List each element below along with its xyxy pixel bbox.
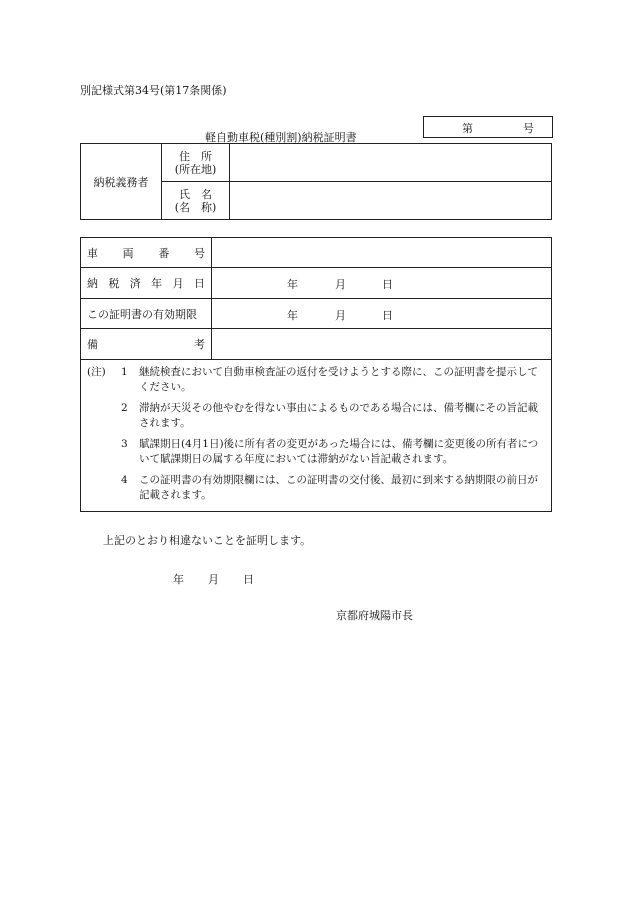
vehicle-number-label-cell <box>81 238 212 268</box>
note-number: 4 <box>121 474 128 486</box>
issue-month-unit: 月 <box>208 573 219 586</box>
day-unit: 日 <box>382 309 393 322</box>
certificate-table <box>80 237 552 512</box>
document-title: 軽自動車税(種別割)納税証明書 <box>205 131 357 144</box>
label-char: 番 <box>158 246 170 260</box>
label-char: 日 <box>193 277 205 290</box>
validity-label-cell <box>81 299 212 329</box>
note-item <box>87 401 539 431</box>
note-text: この証明書の有効期限欄には、この証明書の交付後、最初に到来する納期限の前日が記載されます。 <box>139 474 538 501</box>
note-number: 1 <box>121 366 128 378</box>
validity-value-cell[interactable] <box>212 299 552 329</box>
address-label-cell <box>162 144 230 182</box>
note-item <box>87 365 539 395</box>
paid-date-label-cell <box>81 268 212 299</box>
day-unit: 日 <box>382 278 393 291</box>
month-unit: 月 <box>335 309 346 322</box>
notes-prefix: (注) <box>87 366 106 378</box>
note-number: 3 <box>121 438 128 450</box>
note-number: 2 <box>121 402 128 414</box>
month-unit: 月 <box>335 278 346 291</box>
note-text: 賦課期日(4月1日)後に所有者の変更があった場合には、備考欄に変更後の所有者について賦課期日の属する年度においては滞納がない旨記載されます。 <box>139 438 539 465</box>
label-char: 納 <box>87 277 98 290</box>
label-char: 両 <box>122 246 134 260</box>
paid-date-value-cell[interactable] <box>212 268 552 299</box>
certificate-number-box <box>423 116 553 138</box>
label-char: 考 <box>194 338 205 351</box>
remarks-label-cell <box>81 329 212 360</box>
note-item <box>87 437 539 467</box>
label-char: 済 <box>129 277 141 290</box>
note-text: 滞納が天災その他やむを得ない事由によるものである場合には、備考欄にその旨記載されます。 <box>139 402 538 429</box>
issue-year-unit: 年 <box>173 573 184 586</box>
name-label-cell <box>162 182 230 220</box>
issue-day-unit: 日 <box>243 573 254 586</box>
label-char: 車 <box>87 246 98 260</box>
number-suffix: 号 <box>523 122 534 135</box>
year-unit: 年 <box>287 278 298 291</box>
label-char: 税 <box>108 277 120 290</box>
address-value-cell[interactable] <box>230 144 552 182</box>
name-sub-label: (名 称) <box>174 200 217 214</box>
form-number: 別記様式第34号(第17条関係) <box>80 84 227 97</box>
taxpayer-label: 納税義務者 <box>81 144 162 220</box>
notes-cell <box>81 360 552 512</box>
vehicle-number-value-cell[interactable] <box>212 238 552 268</box>
label-char: 備 <box>87 338 98 351</box>
validity-label: この証明書の有効期限 <box>87 307 197 321</box>
note-item <box>87 473 539 503</box>
number-prefix: 第 <box>462 122 473 135</box>
address-sub-label: (所在地) <box>174 162 217 176</box>
note-text: 継続検査において自動車検査証の返付を受けようとする際に、この証明書を提示してください。 <box>139 366 538 393</box>
address-label: 住 所 <box>179 149 212 163</box>
remarks-value-cell[interactable] <box>212 329 552 360</box>
name-value-cell[interactable] <box>230 182 552 220</box>
taxpayer-table <box>80 143 552 220</box>
label-char: 号 <box>193 246 205 260</box>
issuer-name: 京都府城陽市長 <box>336 609 413 622</box>
year-unit: 年 <box>287 309 298 322</box>
certification-statement: 上記のとおり相違ないことを証明します。 <box>103 534 312 547</box>
name-label: 氏 名 <box>179 187 212 201</box>
label-char: 月 <box>172 277 184 290</box>
label-char: 年 <box>151 277 163 290</box>
